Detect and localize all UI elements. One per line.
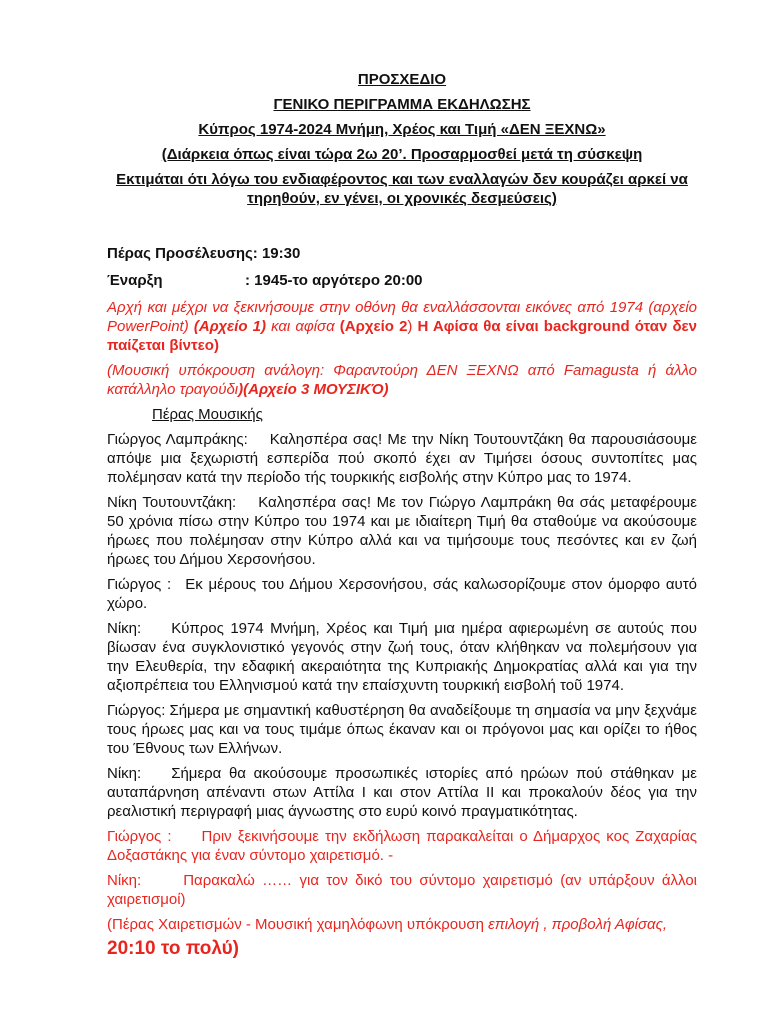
speaker-label: Γιώργος:	[107, 702, 166, 719]
closing-time: 20:10 το πολύ)	[107, 938, 239, 959]
speaker-label: Νίκη Τουτουντζάκη:	[107, 494, 237, 511]
dialogue-line	[107, 430, 697, 487]
start-label: Έναρξη	[107, 272, 163, 289]
dialogue-line	[107, 619, 697, 695]
dialogue-text: Καλησπέρα σας! Με την Νίκη Τουτουντζάκη θα παρουσιάσουμε απόψε μια ξεχωριστή εσπερίδα πού σκοπό έχει αν Τιμήσει όσους συντοπίτες μας πολέμησαν κατά την περίοδο τής τουρκικής εισβολής στην Κύπρο μας το 1974.	[107, 431, 697, 486]
dialogue-line	[107, 764, 697, 821]
dialogue-text: Εκ μέρους του Δήμου Χερσονήσου, σάς καλωσορίζουμε στον όμορφο αυτό χώρο.	[107, 576, 697, 612]
note-text: )	[407, 318, 413, 335]
dialogue-line	[107, 493, 697, 569]
file-1-label: (Αρχείο 1)	[193, 318, 266, 335]
slideshow-note	[107, 298, 697, 355]
speaker-label: Γιώργος Λαμπράκης:	[107, 431, 248, 448]
dialogue-line	[107, 827, 697, 865]
note-text: και αφίσα	[265, 318, 340, 335]
speaker-label: Νίκη:	[107, 765, 142, 782]
arrival-time: 19:30	[261, 245, 301, 262]
dialogue-text: Σήμερα με σημαντική καθυστέρηση θα αναδείξουμε τη σημασία να μην ξεχνάμε τους ήρωες μας και να τους τιμάμε όπως έκαναν και οι πρόγονοι μας και ορίζει το ήθος του Έθνους των Ελλήνων.	[107, 702, 697, 757]
file-2-label: (Αρχείο 2	[339, 318, 408, 335]
note-text: Αρχή και μέχρι να ξεκινήσουμε στην οθόνη θα εναλλάσσονται εικόνες από 1974 (αρχείο PowerPoint)	[107, 299, 697, 335]
dialogue-line	[107, 575, 697, 613]
arrival-line	[107, 244, 697, 263]
arrival-label: Πέρας Προσέλευσης:	[107, 245, 258, 262]
speaker-label: Γιώργος :	[107, 828, 172, 845]
dialogue-text: Κύπρος 1974 Μνήμη, Χρέος και Τιμή μια ημέρα αφιερωμένη σε αυτούς που βίωσαν ένα συγκλονιστικό γεγονός στην ζωή τους, όταν κλήθηκαν να πολεμήσουν για την Ελευθερία, την εδαφική ακεραιότητα της Κυπριακής Δημοκρατίας αλλά και για την αξιοπρέπεια του Ελληνισμού κατά την επαίσχυντη τουρκική εισβολή τοῦ 1974.	[107, 620, 697, 694]
speaker-label: Νίκη:	[107, 872, 142, 889]
dialogue-text: Καλησπέρα σας! Με τον Γιώργο Λαμπράκη θα σάς μεταφέρουμε 50 χρόνια πίσω στην Κύπρο του 1974 και με ιδιαίτερη Τιμή θα σταθούμε να ακούσουμε ήρωες που πολέμησαν στην Κύπρο αλλά και να τιμήσουμε τους πεσόντες και εν ζωή ήρωες του Δήμου Χερσονήσου.	[107, 494, 697, 568]
speaker-label: Γιώργος :	[107, 576, 172, 593]
music-note	[107, 361, 697, 399]
event-title: Κύπρος 1974-2024 Μνήμη, Χρέος και Τιμή «ΔΕΝ ΞΕΧΝΩ»	[198, 121, 606, 138]
dialogue-text: Σήμερα θα ακούσουμε προσωπικές ιστορίες από ηρώων πού στάθηκαν με αυταπάρνηση απέναντι στων Αττίλα Ι και στον Αττίλα ΙΙ και προκαλούν δέος για την ρεαλιστική περιγραφή μιας άγνωστης στο ευρύ κοινό πραγματικότητας.	[107, 765, 697, 820]
start-line	[107, 271, 697, 290]
music-end	[107, 405, 697, 424]
greetings-list	[107, 827, 697, 909]
music-end-label: Πέρας Μουσικής	[152, 406, 263, 423]
outline-title: ΓΕΝΙΚΟ ΠΕΡΙΓΡΑΜΜΑ ΕΚΔΗΛΩΣΗΣ	[273, 96, 531, 113]
dialogue-line	[107, 701, 697, 758]
document-page	[107, 70, 697, 962]
dialogue-list	[107, 430, 697, 821]
start-time: : 1945-το αργότερο 20:00	[245, 272, 423, 289]
closing-note	[107, 915, 697, 934]
note-text: (Μουσική υπόκρουση ανάλογη: Φαραντούρη ΔΕΝ ΞΕΧΝΩ από Famagusta ή άλλο κατάλληλο τραγούδι	[107, 362, 697, 398]
closing-italic: επιλογή , προβολή Αφίσας,	[488, 916, 668, 933]
dialogue-line	[107, 871, 697, 909]
estimate-note: Εκτιμάται ότι λόγω του ενδιαφέροντος και των εναλλαγών δεν κουράζει αρκεί να τηρηθούν, εν γένει, οι χρονικές δεσμεύσεις)	[116, 171, 688, 207]
closing-text: (Πέρας Χαιρετισμών - Μουσική χαμηλόφωνη υπόκρουση	[107, 916, 489, 933]
dialogue-text: Παρακαλώ …… για τον δικό του σύντομο χαιρετισμό (αν υπάρξουν άλλοι χαιρετισμοί)	[107, 872, 697, 908]
speaker-label: Νίκη:	[107, 620, 142, 637]
duration-note: (Διάρκεια όπως είναι τώρα 2ω 20’. Προσαρμοσθεί μετά τη σύσκεψη	[161, 146, 643, 163]
draft-title: ΠΡΟΣΧΕΔΙΟ	[357, 71, 447, 88]
poster-note: Η Αφίσα θα είναι background όταν δεν παίζεται βίντεο)	[107, 318, 698, 354]
file-3-label: )(Αρχείο 3 ΜΟΥΣΙΚΌ)	[238, 381, 389, 398]
dialogue-text: Πριν ξεκινήσουμε την εκδήλωση παρακαλείται ο Δήμαρχος κος Ζαχαρίας Δοξαστάκης για έναν σύντομο χαιρετισμό. -	[107, 828, 697, 864]
